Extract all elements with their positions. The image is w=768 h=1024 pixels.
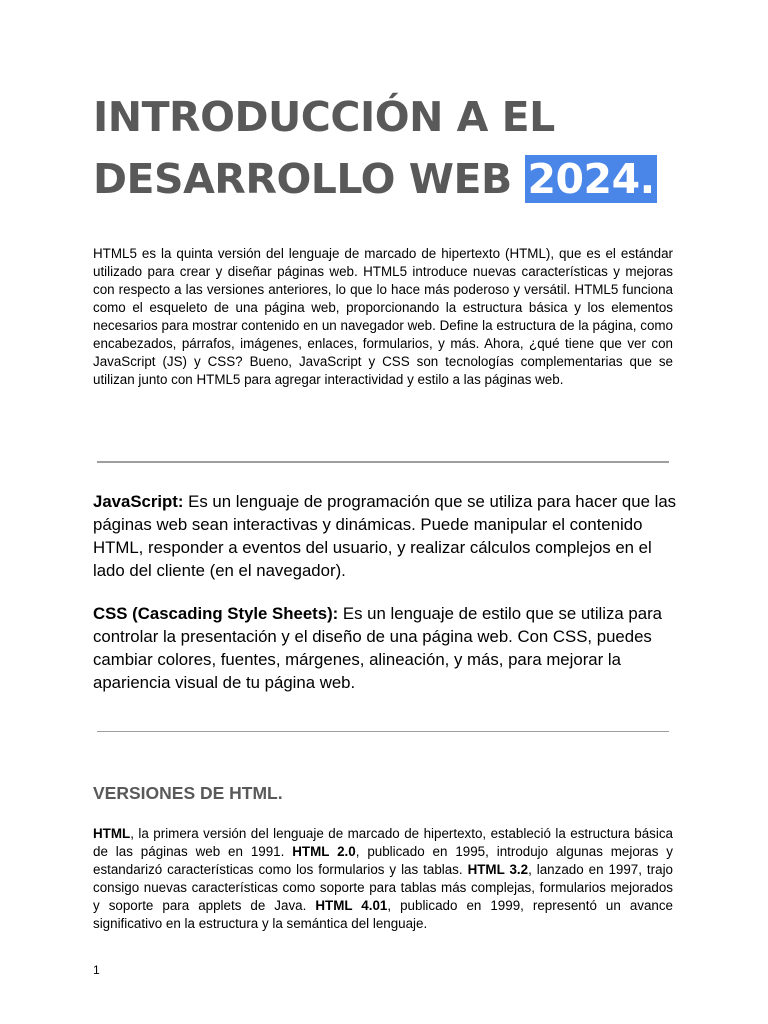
version-html: HTML [93, 826, 131, 841]
javascript-definition-text: Es un lenguaje de programación que se utiliza para hacer que las páginas web sean interactivas y dinámicas. Puede manipular el contenido HTML, responder a eventos del usuario, y realizar cálculos complejos en el lado del cliente (en el navegador). [93, 492, 677, 580]
javascript-definition [93, 490, 683, 582]
javascript-term: JavaScript: [93, 492, 184, 511]
divider-2 [97, 731, 669, 732]
versions-heading: VERSIONES DE HTML. [93, 783, 283, 803]
version-html-2-text: , publicado en 1995, introdujo algunas mejoras y estandarizó características como los formularios y las tablas. [93, 844, 673, 877]
title-line-2: DESARROLLO WEB [93, 155, 526, 203]
page-title [93, 86, 693, 210]
css-definition-text: Es un lenguaje de estilo que se utiliza para controlar la presentación y el diseño de una página web. Con CSS, puedes cambiar colores, fuentes, márgenes, alineación, y más, para mejorar la apariencia visual de tu página web. [93, 604, 662, 692]
version-html-3-2: HTML 3.2 [467, 862, 529, 877]
version-html-text: , la primera versión del lenguaje de marcado de hipertexto, estableció la estructura básica de las páginas web en 1991. [93, 826, 673, 859]
css-definition [93, 602, 683, 694]
title-line-1: INTRODUCCIÓN A EL [93, 93, 555, 141]
intro-paragraph: HTML5 es la quinta versión del lenguaje de marcado de hipertexto (HTML), que es el estándar utilizado para crear y diseñar páginas web. HTML5 introduce nuevas características y mejoras con respecto a las versiones anteriores, lo que lo hace más poderoso y versátil. HTML5 funciona como el esqueleto de una página web, proporcionando la estructura básica y los elementos necesarios para mostrar contenido en un navegador web. Define la estructura de la página, como encabezados, párrafos, imágenes, enlaces, formularios, y más. Ahora, ¿qué tiene que ver con JavaScript (JS) y CSS? Bueno, JavaScript y CSS son tecnologías complementarias que se utilizan junto con HTML5 para agregar interactividad y estilo a las páginas web. [93, 246, 673, 387]
css-term: CSS (Cascading Style Sheets): [93, 604, 339, 623]
title-highlight: 2024. [527, 155, 655, 203]
page-number: 1 [93, 963, 100, 977]
version-html-4-01: HTML 4.01 [315, 898, 388, 913]
divider-1 [97, 461, 669, 463]
version-html-4-01-text: , publicado en 1999, representó un avance significativo en la estructura y la semántica del lenguaje. [93, 898, 674, 931]
versions-paragraph [93, 825, 673, 933]
version-html-3-2-text: , lanzado en 1997, trajo consigo nuevas características como soporte para tablas más complejas, formularios mejorados y soporte para applets de Java. [93, 862, 673, 913]
version-html-2: HTML 2.0 [292, 844, 356, 859]
